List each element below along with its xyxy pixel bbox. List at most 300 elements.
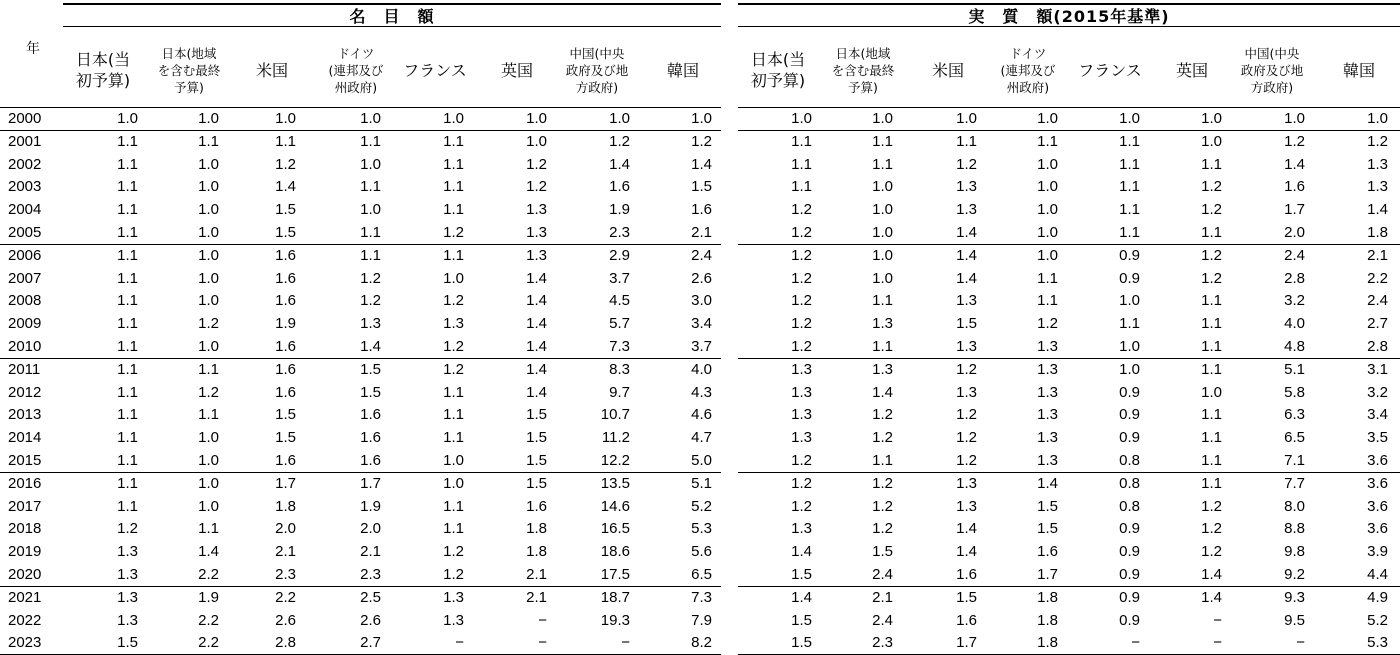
nominal-cell-korea: 1.6: [691, 201, 712, 219]
table-row: [0, 382, 1400, 405]
real-cell-france: 0.9: [1119, 566, 1140, 583]
nominal-cell-korea: 2.1: [691, 224, 712, 241]
real-cell-germany: 1.4: [1037, 474, 1058, 492]
year-cell: 2016: [8, 474, 42, 492]
real-cell-jp-initial: 1.2: [791, 474, 812, 492]
year-cell: 2007: [8, 269, 42, 287]
real-cell-france: 0.9: [1119, 611, 1140, 629]
real-cell-uk: 1.2: [1201, 269, 1222, 287]
real-header-jp-final: 日本(地域 を含む最終 予算): [831, 45, 895, 95]
nominal-cell-china: 11.2: [601, 429, 630, 447]
nominal-cell-uk: 1.3: [526, 224, 547, 241]
nominal-cell-us: 1.4: [275, 178, 296, 196]
nominal-cell-jp-initial: 1.1: [117, 201, 138, 219]
nominal-cell-jp-initial: 1.1: [117, 452, 138, 469]
real-cell-us: 1.4: [956, 269, 977, 287]
real-cell-china: 8.0: [1284, 497, 1305, 515]
real-cell-us: 1.4: [956, 543, 977, 561]
real-cell-korea: 1.3: [1367, 178, 1388, 196]
year-cell: 2009: [8, 315, 42, 333]
real-cell-uk: 1.2: [1201, 497, 1222, 515]
nominal-header-jp-final: 日本(地域 を含む最終 予算): [157, 45, 221, 95]
nominal-cell-jp-final: 2.2: [198, 611, 219, 629]
table-row: [0, 268, 1400, 291]
nominal-header-korea: 韓国: [666, 60, 699, 80]
real-cell-uk: 1.1: [1201, 338, 1222, 355]
real-cell-korea: 3.9: [1367, 543, 1388, 561]
nominal-cell-uk: 2.1: [526, 588, 547, 606]
nominal-cell-germany: 2.6: [360, 611, 381, 629]
nominal-cell-us: 1.6: [275, 360, 296, 378]
real-cell-jp-initial: 1.2: [791, 246, 812, 264]
real-header-korea: 韓国: [1342, 60, 1375, 80]
real-cell-germany: 1.3: [1037, 406, 1058, 424]
real-cell-us: 1.3: [956, 474, 977, 492]
year-cell: 2006: [8, 246, 42, 264]
nominal-cell-jp-initial: 1.1: [117, 132, 138, 150]
real-cell-china: −: [1296, 634, 1305, 652]
nominal-cell-france: 1.0: [443, 110, 464, 127]
nominal-cell-us: 2.8: [275, 634, 296, 652]
real-cell-uk: 1.1: [1201, 452, 1222, 469]
nominal-cell-germany: 1.6: [360, 452, 381, 469]
real-cell-jp-final: 1.1: [872, 292, 893, 310]
real-cell-france: 0.9: [1119, 383, 1140, 401]
nominal-cell-us: 2.2: [275, 588, 296, 606]
nominal-cell-jp-initial: 1.1: [117, 383, 138, 401]
nominal-cell-jp-final: 1.0: [198, 338, 219, 355]
nominal-cell-china: 1.2: [609, 132, 630, 150]
real-cell-china: 5.8: [1284, 383, 1305, 401]
real-cell-korea: 3.4: [1367, 406, 1388, 424]
nominal-cell-korea: 8.2: [691, 634, 712, 652]
table-row: [0, 587, 1400, 610]
year-cell: 2019: [8, 543, 42, 561]
real-cell-uk: 1.0: [1201, 110, 1222, 127]
nominal-group-title: 名 目 額: [349, 7, 435, 26]
real-cell-china: 1.7: [1284, 201, 1305, 219]
nominal-cell-jp-initial: 1.1: [117, 224, 138, 241]
nominal-cell-china: 18.6: [600, 543, 630, 561]
real-cell-uk: 1.1: [1201, 292, 1222, 310]
real-cell-jp-initial: 1.1: [791, 155, 812, 173]
nominal-cell-jp-final: 1.9: [198, 588, 219, 606]
real-cell-us: 1.6: [956, 611, 977, 629]
real-cell-jp-initial: 1.3: [791, 429, 812, 447]
real-cell-france: 0.9: [1119, 269, 1140, 287]
nominal-cell-us: 1.5: [275, 406, 296, 424]
year-cell: 2008: [8, 292, 42, 310]
nominal-cell-jp-initial: 1.1: [117, 406, 138, 424]
real-cell-korea: 3.6: [1367, 452, 1388, 469]
nominal-cell-korea: 2.4: [691, 246, 712, 264]
table-row: [0, 450, 1400, 473]
nominal-cell-france: 1.2: [443, 224, 464, 241]
table-row: [0, 108, 1400, 131]
table-row: [0, 222, 1400, 245]
real-cell-jp-initial: 1.3: [791, 520, 812, 538]
nominal-cell-china: 13.5: [600, 474, 630, 492]
table-row: [0, 154, 1400, 177]
real-cell-korea: 3.5: [1367, 429, 1388, 447]
nominal-cell-jp-initial: 1.0: [117, 110, 138, 127]
nominal-cell-jp-initial: 1.1: [117, 246, 138, 264]
nominal-cell-germany: 2.0: [360, 520, 381, 538]
nominal-cell-korea: 5.0: [691, 452, 712, 469]
nominal-cell-uk: 1.4: [526, 315, 547, 333]
nominal-cell-jp-final: 1.0: [198, 497, 219, 515]
nominal-cell-korea: 5.1: [691, 474, 712, 492]
real-cell-jp-initial: 1.5: [791, 611, 812, 629]
nominal-cell-korea: 3.0: [691, 292, 712, 310]
nominal-cell-jp-initial: 1.5: [117, 634, 138, 652]
year-cell: 2018: [8, 520, 42, 538]
nominal-cell-us: 1.0: [275, 110, 296, 127]
real-cell-us: 1.3: [956, 292, 977, 310]
real-cell-france: 0.8: [1119, 474, 1140, 492]
real-cell-china: 5.1: [1284, 360, 1305, 378]
real-header-jp-initial: 日本(当 初予算): [750, 50, 806, 90]
nominal-cell-us: 1.6: [275, 383, 296, 401]
real-cell-us: 1.7: [956, 634, 977, 652]
real-header-germany: ドイツ (連邦及び 州政府): [1000, 45, 1056, 95]
nominal-cell-us: 1.5: [275, 224, 296, 241]
nominal-cell-jp-final: 1.2: [198, 383, 219, 401]
nominal-cell-france: 1.1: [443, 520, 464, 538]
real-cell-korea: 4.4: [1367, 566, 1388, 583]
year-cell: 2021: [8, 588, 42, 606]
real-cell-france: 1.1: [1119, 224, 1140, 241]
nominal-cell-jp-final: 1.0: [198, 110, 219, 127]
nominal-cell-jp-final: 1.0: [198, 155, 219, 173]
real-cell-uk: 1.1: [1201, 155, 1222, 173]
table-row: [0, 336, 1400, 359]
year-cell: 2012: [8, 383, 42, 401]
real-cell-china: 1.4: [1284, 155, 1305, 173]
real-cell-france: 0.9: [1119, 543, 1140, 561]
nominal-cell-china: 4.5: [609, 292, 630, 310]
real-cell-us: 1.2: [956, 360, 977, 378]
real-cell-uk: 1.1: [1201, 315, 1222, 333]
nominal-cell-korea: 7.9: [691, 611, 712, 629]
real-cell-korea: 1.0: [1367, 110, 1388, 127]
real-cell-china: 8.8: [1284, 520, 1305, 538]
nominal-cell-uk: 1.5: [526, 406, 547, 424]
nominal-cell-jp-initial: 1.1: [117, 497, 138, 515]
real-cell-jp-initial: 1.2: [791, 338, 812, 355]
nominal-cell-uk: 1.2: [526, 178, 547, 196]
nominal-cell-uk: −: [538, 634, 547, 652]
real-cell-jp-initial: 1.2: [791, 497, 812, 515]
real-cell-france: 1.0: [1119, 110, 1140, 127]
real-cell-jp-final: 1.0: [872, 201, 893, 219]
nominal-cell-jp-final: 1.0: [198, 452, 219, 469]
nominal-cell-jp-initial: 1.1: [117, 474, 138, 492]
nominal-cell-uk: 1.4: [526, 338, 547, 355]
real-cell-korea: 2.7: [1367, 315, 1388, 333]
real-cell-jp-initial: 1.2: [791, 269, 812, 287]
nominal-cell-jp-final: 1.1: [198, 360, 219, 378]
real-cell-uk: 1.1: [1201, 360, 1222, 378]
nominal-cell-france: −: [455, 634, 464, 652]
real-cell-france: 1.0: [1119, 360, 1140, 378]
nominal-cell-jp-final: 1.0: [198, 178, 219, 196]
nominal-cell-china: 5.7: [609, 315, 630, 333]
nominal-cell-jp-initial: 1.1: [117, 178, 138, 196]
nominal-cell-jp-final: 1.0: [198, 269, 219, 287]
real-cell-germany: 1.3: [1037, 338, 1058, 355]
real-cell-korea: 4.9: [1367, 588, 1388, 606]
real-cell-france: −: [1131, 634, 1140, 652]
real-cell-korea: 3.6: [1367, 474, 1388, 492]
real-cell-jp-final: 2.4: [872, 566, 893, 583]
nominal-cell-france: 1.3: [443, 315, 464, 333]
nominal-cell-china: 7.3: [609, 338, 630, 355]
nominal-cell-germany: 1.0: [360, 201, 381, 219]
nominal-cell-us: 2.6: [275, 611, 296, 629]
real-cell-china: 6.5: [1284, 429, 1305, 447]
nominal-header-germany: ドイツ (連邦及び 州政府): [328, 45, 384, 95]
nominal-cell-germany: 2.3: [360, 566, 381, 583]
real-cell-germany: 1.8: [1037, 634, 1058, 652]
nominal-cell-jp-final: 1.4: [198, 543, 219, 561]
real-cell-us: 1.3: [956, 178, 977, 196]
real-cell-china: 7.7: [1284, 474, 1305, 492]
nominal-cell-korea: 1.2: [691, 132, 712, 150]
real-cell-us: 1.3: [956, 383, 977, 401]
nominal-cell-france: 1.3: [443, 611, 464, 629]
nominal-cell-uk: 1.0: [526, 132, 547, 150]
nominal-cell-china: −: [621, 634, 630, 652]
real-cell-jp-initial: 1.3: [791, 360, 812, 378]
real-cell-jp-final: 1.2: [872, 520, 893, 538]
nominal-cell-france: 1.0: [443, 452, 464, 469]
real-cell-us: 1.3: [956, 497, 977, 515]
nominal-cell-france: 1.1: [443, 201, 464, 219]
year-cell: 2017: [8, 497, 42, 515]
real-cell-korea: 2.1: [1367, 246, 1388, 264]
real-cell-france: 0.8: [1119, 452, 1140, 469]
nominal-cell-us: 1.5: [275, 429, 296, 447]
real-cell-uk: 1.2: [1201, 201, 1222, 219]
nominal-cell-france: 1.2: [443, 338, 464, 355]
nominal-cell-uk: 1.2: [526, 155, 547, 173]
year-cell: 2001: [8, 132, 42, 150]
nominal-cell-jp-final: 1.2: [198, 315, 219, 333]
nominal-cell-germany: 1.6: [360, 429, 381, 447]
real-cell-us: 1.1: [956, 132, 977, 150]
nominal-cell-germany: 1.3: [360, 315, 381, 333]
year-cell: 2011: [8, 360, 41, 378]
nominal-cell-germany: 1.1: [360, 224, 381, 241]
real-cell-germany: 1.8: [1037, 588, 1058, 606]
nominal-cell-jp-final: 1.1: [198, 520, 219, 538]
real-cell-germany: 1.3: [1037, 383, 1058, 401]
real-cell-germany: 1.3: [1037, 360, 1058, 378]
table-row: [0, 564, 1400, 587]
nominal-header-china: 中国(中央 政府及び地 方政府): [565, 45, 629, 95]
year-cell: 2003: [8, 178, 42, 196]
table-row: [0, 131, 1400, 154]
real-cell-germany: 1.5: [1037, 520, 1058, 538]
nominal-cell-jp-final: 1.0: [198, 201, 219, 219]
real-cell-jp-initial: 1.2: [791, 315, 812, 333]
real-cell-china: 1.0: [1284, 110, 1305, 127]
nominal-cell-france: 1.2: [443, 360, 464, 378]
nominal-cell-us: 1.1: [275, 132, 296, 150]
nominal-cell-china: 14.6: [600, 497, 630, 515]
year-cell: 2010: [8, 338, 42, 355]
nominal-cell-france: 1.1: [443, 132, 464, 150]
real-cell-jp-final: 1.1: [872, 155, 893, 173]
real-cell-us: 1.2: [956, 155, 977, 173]
real-cell-us: 1.6: [956, 566, 977, 583]
nominal-cell-us: 1.6: [275, 452, 296, 469]
group-rule-nominal: [63, 26, 721, 27]
nominal-cell-jp-final: 1.1: [198, 132, 219, 150]
real-cell-jp-final: 1.4: [872, 383, 893, 401]
real-cell-korea: 2.4: [1367, 292, 1388, 310]
year-cell: 2020: [8, 566, 42, 583]
real-cell-korea: 1.3: [1367, 155, 1388, 173]
real-cell-jp-initial: 1.2: [791, 224, 812, 241]
nominal-cell-korea: 4.3: [691, 383, 712, 401]
table-row: [0, 199, 1400, 222]
nominal-cell-us: 2.0: [275, 520, 296, 538]
real-cell-china: 1.6: [1284, 178, 1305, 196]
real-cell-france: 1.1: [1119, 132, 1140, 150]
nominal-cell-uk: 1.6: [526, 497, 547, 515]
real-cell-uk: 1.2: [1201, 520, 1222, 538]
year-cell: 2013: [8, 406, 42, 424]
nominal-cell-us: 2.1: [275, 543, 296, 561]
nominal-cell-us: 1.6: [275, 269, 296, 287]
real-cell-france: 1.1: [1119, 201, 1140, 219]
real-cell-france: 0.9: [1119, 429, 1140, 447]
nominal-cell-france: 1.1: [443, 406, 464, 424]
real-header-uk: 英国: [1175, 60, 1208, 80]
nominal-cell-jp-initial: 1.1: [117, 429, 138, 447]
real-cell-france: 0.9: [1119, 406, 1140, 424]
nominal-cell-china: 16.5: [600, 520, 630, 538]
real-cell-jp-final: 1.0: [872, 224, 893, 241]
nominal-cell-korea: 3.4: [691, 315, 712, 333]
nominal-cell-korea: 2.6: [691, 269, 712, 287]
table-row: [0, 404, 1400, 427]
nominal-cell-us: 1.8: [275, 497, 296, 515]
table-row: [0, 632, 1400, 655]
real-cell-jp-final: 1.0: [872, 269, 893, 287]
nominal-cell-uk: 1.0: [526, 110, 547, 127]
nominal-cell-france: 1.1: [443, 383, 464, 401]
nominal-cell-germany: 1.0: [360, 155, 381, 173]
real-cell-china: 1.2: [1284, 132, 1305, 150]
nominal-cell-korea: 4.0: [691, 360, 712, 378]
nominal-cell-germany: 1.2: [360, 292, 381, 310]
nominal-cell-germany: 1.0: [360, 110, 381, 127]
real-cell-uk: 1.1: [1201, 406, 1222, 424]
real-cell-us: 1.2: [956, 406, 977, 424]
nominal-cell-china: 10.7: [600, 406, 630, 424]
real-cell-china: 9.5: [1284, 611, 1305, 629]
nominal-cell-germany: 1.2: [360, 269, 381, 287]
real-cell-china: 7.1: [1284, 452, 1305, 469]
group-rule-real: [738, 26, 1400, 27]
nominal-cell-korea: 5.2: [691, 497, 712, 515]
nominal-cell-france: 1.2: [443, 566, 464, 583]
real-cell-jp-final: 2.3: [872, 634, 893, 652]
nominal-cell-france: 1.1: [443, 246, 464, 264]
year-cell: 2022: [8, 611, 42, 629]
year-column-header: 年: [26, 41, 40, 57]
table-row: [0, 245, 1400, 268]
nominal-cell-jp-final: 2.2: [198, 634, 219, 652]
real-cell-jp-final: 1.2: [872, 406, 893, 424]
real-cell-uk: 1.2: [1201, 178, 1222, 196]
nominal-cell-korea: 5.6: [691, 543, 712, 561]
real-cell-china: 9.2: [1284, 566, 1305, 583]
real-cell-jp-initial: 1.1: [791, 178, 812, 196]
real-cell-uk: 1.2: [1201, 246, 1222, 264]
nominal-cell-jp-initial: 1.1: [117, 269, 138, 287]
real-cell-korea: 3.6: [1367, 520, 1388, 538]
real-cell-jp-initial: 1.4: [791, 543, 812, 561]
real-cell-us: 1.2: [956, 452, 977, 469]
real-cell-china: 3.2: [1284, 292, 1305, 310]
real-cell-jp-initial: 1.3: [791, 406, 812, 424]
real-cell-us: 1.3: [956, 201, 977, 219]
real-cell-jp-final: 1.0: [872, 110, 893, 127]
nominal-cell-korea: 5.3: [691, 520, 712, 538]
real-cell-uk: 1.1: [1201, 224, 1222, 241]
real-cell-uk: 1.0: [1201, 132, 1222, 150]
nominal-cell-china: 18.7: [600, 588, 630, 606]
real-cell-china: 4.0: [1284, 315, 1305, 333]
real-cell-jp-initial: 1.0: [791, 110, 812, 127]
nominal-cell-china: 2.9: [609, 246, 630, 264]
nominal-cell-uk: 1.5: [526, 429, 547, 447]
nominal-cell-us: 1.6: [275, 292, 296, 310]
table-row: [0, 176, 1400, 199]
nominal-cell-jp-initial: 1.1: [117, 292, 138, 310]
nominal-cell-uk: 1.3: [526, 201, 547, 219]
real-group-title: 実 質 額(2015年基準): [968, 7, 1170, 26]
nominal-cell-korea: 1.0: [691, 110, 712, 127]
year-cell: 2002: [8, 155, 42, 173]
nominal-cell-jp-final: 1.0: [198, 429, 219, 447]
nominal-cell-korea: 1.4: [691, 155, 712, 173]
real-cell-germany: 1.0: [1037, 246, 1058, 264]
nominal-cell-france: 1.0: [443, 269, 464, 287]
table-row: [0, 313, 1400, 336]
real-cell-china: 4.8: [1284, 338, 1305, 355]
real-cell-jp-final: 2.1: [872, 588, 893, 606]
nominal-cell-uk: −: [538, 611, 547, 629]
real-cell-korea: 2.2: [1367, 269, 1388, 287]
real-cell-uk: 1.2: [1201, 543, 1222, 561]
table-row: [0, 541, 1400, 564]
nominal-cell-china: 1.9: [609, 201, 630, 219]
real-cell-uk: 1.4: [1201, 588, 1222, 606]
real-cell-jp-final: 1.2: [872, 497, 893, 515]
real-cell-jp-final: 1.5: [872, 543, 893, 561]
nominal-cell-china: 12.2: [600, 452, 630, 469]
real-cell-korea: 5.2: [1367, 611, 1388, 629]
real-cell-jp-initial: 1.2: [791, 201, 812, 219]
real-cell-korea: 3.1: [1367, 360, 1388, 378]
real-cell-china: 2.0: [1284, 224, 1305, 241]
real-cell-uk: −: [1213, 634, 1222, 652]
